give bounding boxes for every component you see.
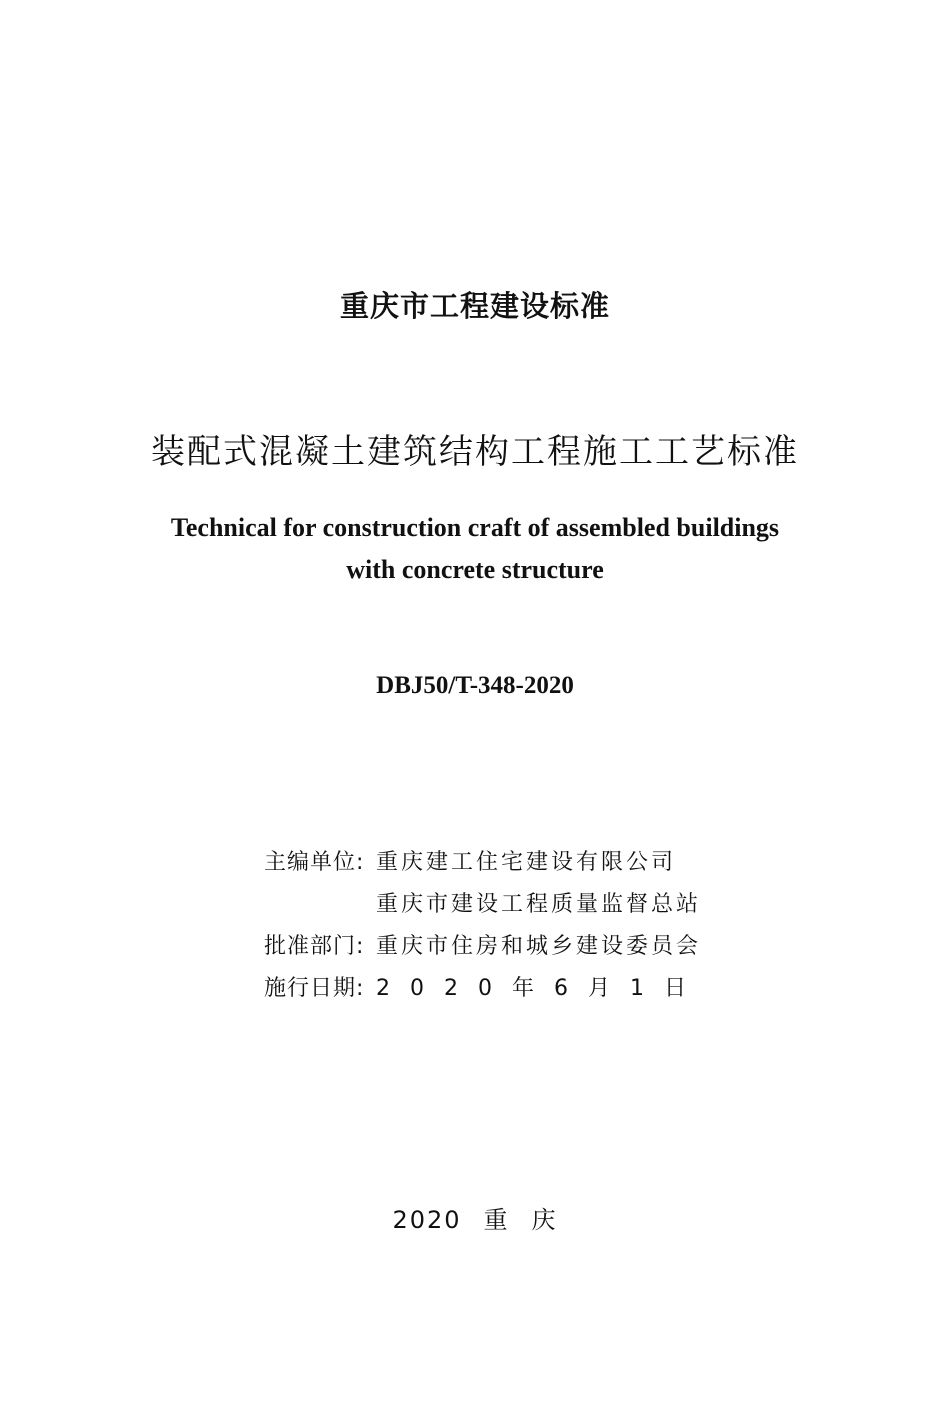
publication-info <box>264 842 724 1010</box>
footer-year: 2020 <box>392 1206 462 1234</box>
chief-editor-label: 主编单位: <box>264 850 365 875</box>
chief-editor-row <box>264 842 724 884</box>
footer-place-1: 重 <box>483 1206 510 1234</box>
approval-department: 重庆市住房和城乡建设委员会 <box>376 934 702 959</box>
approval-row <box>264 926 724 968</box>
title-english-line-1: Technical for construction craft of assembled buildings <box>170 513 780 542</box>
effective-date-row <box>264 968 724 1010</box>
title-chinese: 装配式混凝土建筑结构工程施工工艺标准 <box>151 432 799 472</box>
chief-editor-label-spacer <box>264 884 376 926</box>
chief-editor-row-2 <box>264 884 724 926</box>
chief-editor-unit-2: 重庆市建设工程质量监督总站 <box>376 892 702 917</box>
publication-footer <box>0 1200 950 1235</box>
standard-number: DBJ50/T-348-2020 <box>376 672 574 699</box>
chief-editor-unit-1: 重庆建工住宅建设有限公司 <box>376 850 677 875</box>
title-english-line-2: with concrete structure <box>346 555 604 584</box>
standard-category: 重庆市工程建设标准 <box>339 289 610 323</box>
effective-date-label: 施行日期: <box>264 976 365 1001</box>
footer-place-2: 庆 <box>531 1206 558 1234</box>
approval-label: 批准部门: <box>264 934 365 959</box>
effective-date-value: 2020年6月1日 <box>376 976 706 1001</box>
